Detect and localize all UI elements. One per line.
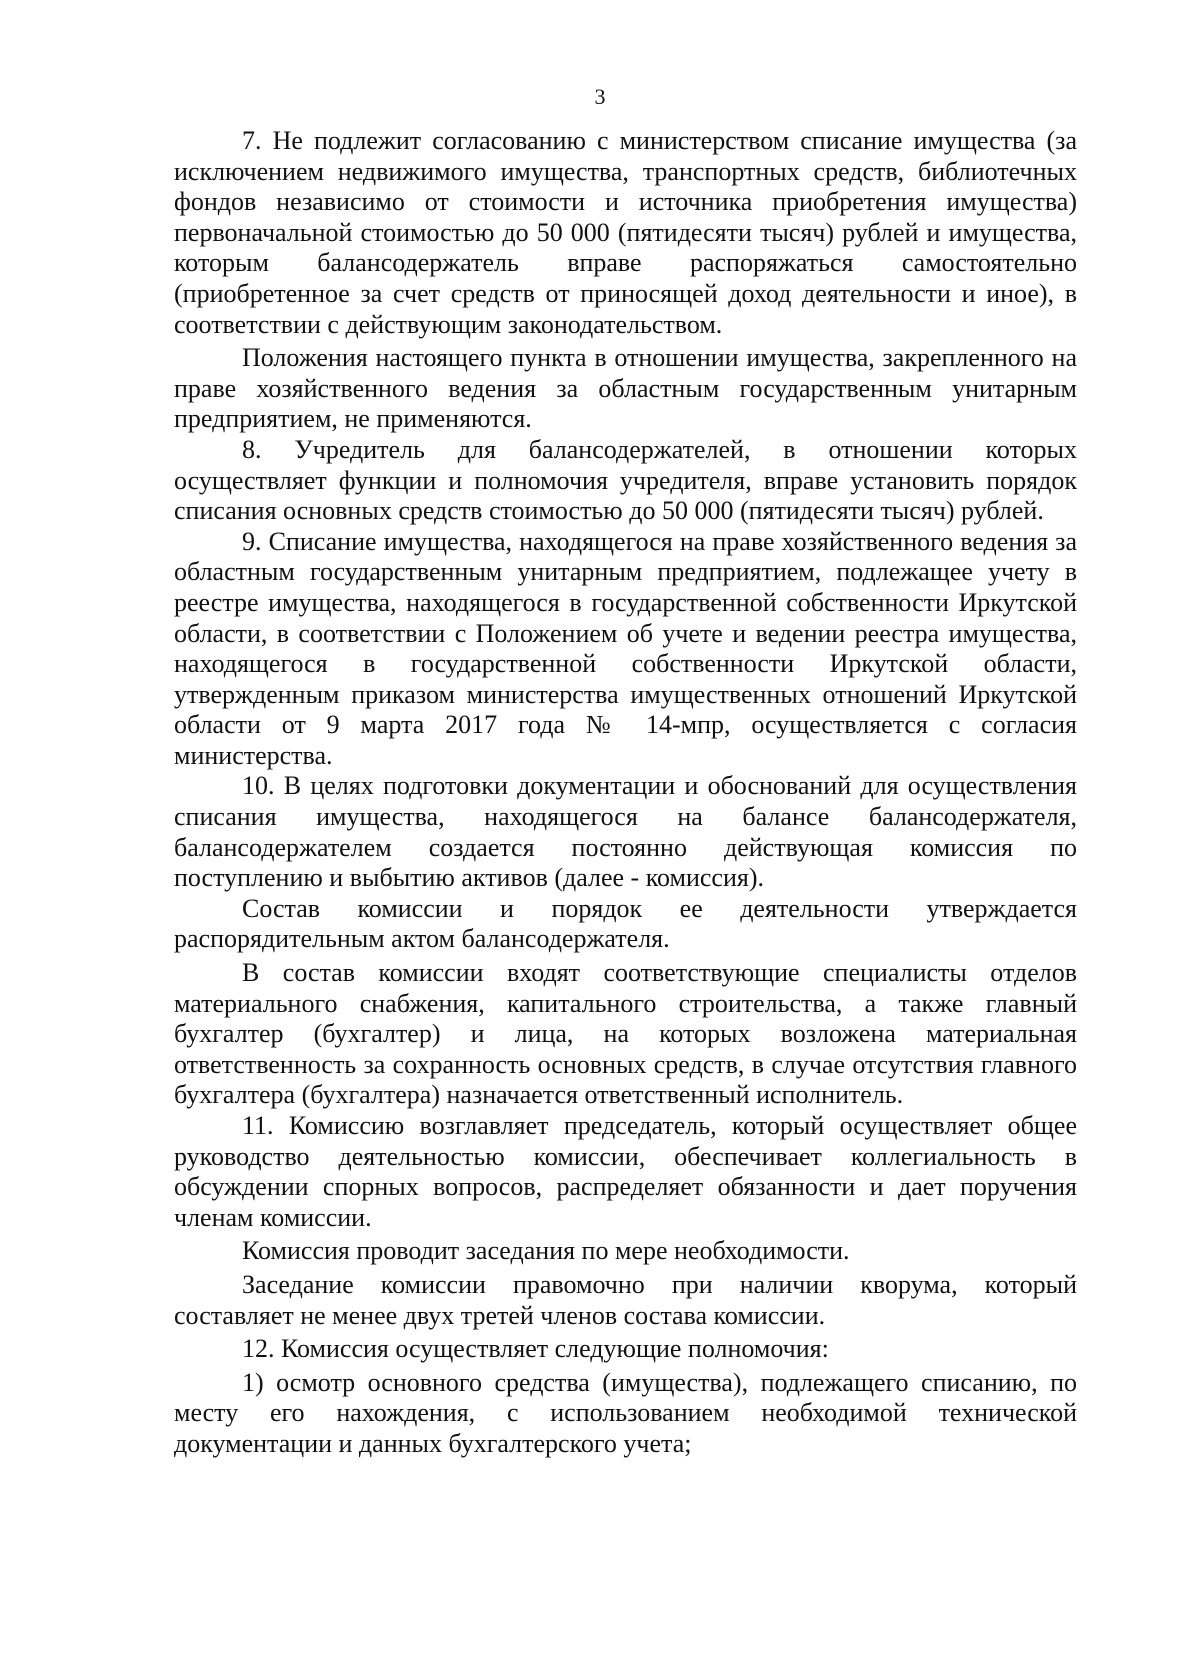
paragraph-10: 10. В целях подготовки документации и обоснований для осуществления списания имущества, находящегося на балансе балансодержателя, балансодержателем создается постоянно действующая комиссия по поступлению и выбытию активов (далее - комиссия). xyxy=(174,771,1077,893)
paragraph-8: 8. Учредитель для балансодержателей, в отношении которых осуществляет функции и полномочия учредителя, вправе установить порядок списания основных средств стоимостью до 50 000 (пятидесяти тысяч) рублей. xyxy=(174,434,1077,526)
document-body xyxy=(174,126,1077,1460)
paragraph-10-members: В состав комиссии входят соответствующие специалисты отделов материального снабжения, капитального строительства, а также главный бухгалтер (бухгалтер) и лица, на которых возложена материальная ответственность за сохранность основных средств, в случае отсутствия главного бухгалтера (бухгалтера) назначается ответственный исполнитель. xyxy=(174,958,1077,1110)
paragraph-11-quorum: Заседание комиссии правомочно при наличии кворума, который составляет не менее двух третей членов состава комиссии. xyxy=(174,1269,1077,1330)
paragraph-10-composition: Состав комиссии и порядок ее деятельности утверждается распорядительным актом балансодержателя. xyxy=(174,893,1077,954)
paragraph-7: 7. Не подлежит согласованию с министерством списание имущества (за исключением недвижимого имущества, транспортных средств, библиотечных фондов независимо от стоимости и источника приобретения имущества) первоначальной стоимостью до 50 000 (пятидесяти тысяч) рублей и имущества, которым балансодержатель вправе распоряжаться самостоятельно (приобретенное за счет средств от приносящей доход деятельности и иное), в соответствии с действующим законодательством. xyxy=(174,126,1077,339)
paragraph-11-meetings: Комиссия проводит заседания по мере необходимости. xyxy=(242,1236,850,1266)
paragraph-7-note: Положения настоящего пункта в отношении имущества, закрепленного на праве хозяйственного ведения за областным государственным унитарным предприятием, не применяются. xyxy=(174,343,1077,434)
paragraph-11: 11. Комиссию возглавляет председатель, который осуществляет общее руководство деятельностью комиссии, обеспечивает коллегиальность в обсуждении спорных вопросов, распределяет обязанности и дает поручения членам комиссии. xyxy=(174,1111,1077,1232)
paragraph-9: 9. Списание имущества, находящегося на праве хозяйственного ведения за областным государственным унитарным предприятием, подлежащее учету в реестре имущества, находящегося в государственной собственности Иркутской области, в соответствии с Положением об учете и ведении реестра имущества, находящегося в государственной собственности Иркутской области, утвержденным приказом министерства имущественных отношений Иркутской области от 9 марта 2017 года № 14-мпр, осуществляется с согласия министерства. xyxy=(174,526,1077,770)
page-number: 3 xyxy=(594,84,606,109)
paragraph-12-item-1: 1) осмотр основного средства (имущества), подлежащего списанию, по месту его нахождения, с использованием необходимой технической документации и данных бухгалтерского учета; xyxy=(174,1367,1077,1458)
paragraph-12: 12. Комиссия осуществляет следующие полномочия: xyxy=(242,1334,829,1364)
